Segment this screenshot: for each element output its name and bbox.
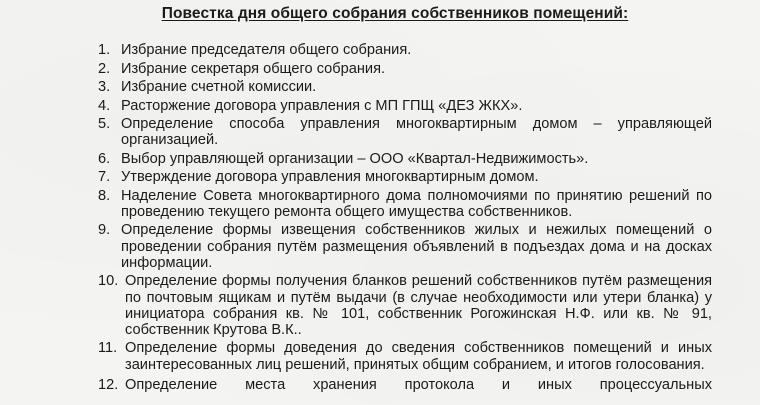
agenda-item-number: 7. bbox=[98, 169, 111, 186]
agenda-item bbox=[98, 98, 712, 114]
agenda-item-text: Определение формы доведения до сведения собственников помещений и иных заинтересованных лиц решений, принятых общим собранием, и итогов голосования. bbox=[125, 340, 712, 373]
agenda-item-number: 9. bbox=[98, 222, 111, 239]
agenda-item-text: Расторжение договора управления с МП ГПЩ «ДЕЗ ЖКХ». bbox=[121, 97, 523, 114]
agenda-list bbox=[98, 42, 712, 395]
agenda-item-text: Избрание счетной комиссии. bbox=[121, 79, 317, 95]
agenda-item-number: 1. bbox=[98, 42, 111, 58]
agenda-item-number: 8. bbox=[98, 187, 111, 204]
agenda-item bbox=[98, 42, 712, 58]
agenda-item-text: Определение способа управления многоквартирным домом – управляющей организацией. bbox=[121, 116, 712, 149]
agenda-item-text: Избрание секретаря общего собрания. bbox=[121, 60, 386, 77]
agenda-item-text: Утверждение договора управления многоквартирным домом. bbox=[121, 169, 539, 186]
agenda-item-number: 4. bbox=[98, 97, 111, 114]
agenda-item-number: 11. bbox=[98, 340, 118, 357]
agenda-item-number: 6. bbox=[98, 150, 111, 167]
agenda-item-text: Определение формы получения бланков решений собственников путём размещения по почтовым ящикам и путём выдачи (в случае необходимости или утери бланка) у инициатора собрания кв. № 101, собственник Рогожинская Н.Ф. или кв. № 91, собственник Крутова В.К.. bbox=[125, 273, 712, 338]
agenda-item-text: Определение места хранения протокола и иных процессуальных bbox=[125, 376, 712, 393]
agenda-item bbox=[98, 222, 712, 271]
page-bottom-edge bbox=[0, 399, 760, 405]
agenda-item-text: Определение формы извещения собственников жилых и нежилых помещений о проведении собрания путём размещения объявлений в подъездах дома и на досках информации. bbox=[121, 222, 712, 271]
agenda-item bbox=[98, 61, 712, 77]
agenda-item bbox=[98, 377, 712, 393]
agenda-item bbox=[98, 188, 712, 220]
agenda-item-number: 5. bbox=[98, 116, 111, 132]
agenda-item bbox=[98, 151, 712, 167]
agenda-item-text: Выбор управляющей организации – ООО «Квартал-Недвижимость». bbox=[121, 150, 589, 167]
agenda-item-text: Наделение Совета многоквартирного дома полномочиями по принятию решений по проведению текущего ремонта общего имущества собственников. bbox=[121, 187, 712, 220]
agenda-item-number: 12. bbox=[98, 376, 119, 393]
agenda-item bbox=[98, 340, 712, 372]
agenda-item bbox=[98, 79, 712, 95]
agenda-item-number: 2. bbox=[98, 60, 111, 77]
agenda-item bbox=[98, 116, 712, 148]
agenda-item-number: 10. bbox=[98, 273, 119, 290]
agenda-item bbox=[98, 169, 712, 185]
agenda-item-text: Избрание председателя общего собрания. bbox=[121, 42, 412, 58]
agenda-item-number: 3. bbox=[98, 79, 111, 95]
agenda-item bbox=[98, 273, 712, 338]
agenda-title: Повестка дня общего собрания собственников помещений: bbox=[161, 5, 629, 22]
